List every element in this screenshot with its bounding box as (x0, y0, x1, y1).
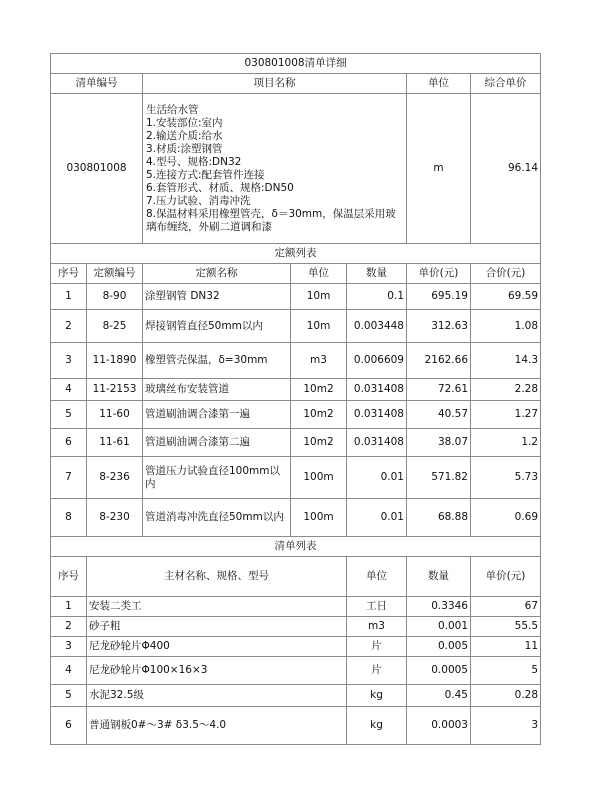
material-no: 2 (51, 617, 87, 637)
material-qty: 0.001 (407, 617, 471, 637)
quota-price: 72.61 (407, 379, 471, 401)
quota-no: 7 (51, 457, 87, 499)
quota-row (51, 429, 541, 457)
quota-code: 8-25 (87, 310, 143, 343)
quota-name: 焊接钢管直径50mm以内 (143, 310, 291, 343)
quota-total: 69.59 (471, 284, 541, 310)
quota-total: 14.3 (471, 343, 541, 379)
material-price: 11 (471, 637, 541, 657)
quota-qty: 0.031408 (347, 379, 407, 401)
quota-no: 2 (51, 310, 87, 343)
material-col-unit: 单位 (347, 557, 407, 597)
quota-qty: 0.031408 (347, 429, 407, 457)
quota-code: 11-61 (87, 429, 143, 457)
quota-price: 68.88 (407, 499, 471, 537)
material-row (51, 617, 541, 637)
quota-row (51, 379, 541, 401)
quota-no: 8 (51, 499, 87, 537)
quota-code: 11-1890 (87, 343, 143, 379)
item-price: 96.14 (471, 94, 541, 244)
quota-name: 管道刷油调合漆第一遍 (143, 401, 291, 429)
quota-unit: 100m (291, 457, 347, 499)
material-qty: 0.0005 (407, 657, 471, 685)
material-no: 5 (51, 685, 87, 707)
quota-name: 管道压力试验直径100mm以内 (143, 457, 291, 499)
quota-name: 玻璃丝布安装管道 (143, 379, 291, 401)
material-row (51, 685, 541, 707)
material-section-title: 清单列表 (51, 537, 541, 557)
quota-qty: 0.003448 (347, 310, 407, 343)
material-row (51, 597, 541, 617)
material-name: 尼龙砂轮片Φ100×16×3 (87, 657, 347, 685)
material-row (51, 637, 541, 657)
name-header: 项目名称 (143, 74, 407, 94)
quota-header-row (51, 264, 541, 284)
quota-qty: 0.1 (347, 284, 407, 310)
item-row (51, 94, 541, 244)
quota-no: 3 (51, 343, 87, 379)
material-unit: 片 (347, 657, 407, 685)
material-header-row (51, 557, 541, 597)
quota-unit: 100m (291, 499, 347, 537)
quota-row (51, 310, 541, 343)
material-col-no: 序号 (51, 557, 87, 597)
quota-price: 571.82 (407, 457, 471, 499)
quota-price: 2162.66 (407, 343, 471, 379)
quota-col-price: 单价(元) (407, 264, 471, 284)
material-name: 安装二类工 (87, 597, 347, 617)
table-title: 030801008清单详细 (51, 54, 541, 74)
quota-total: 5.73 (471, 457, 541, 499)
material-name: 砂子粗 (87, 617, 347, 637)
material-col-qty: 数量 (407, 557, 471, 597)
quota-price: 38.07 (407, 429, 471, 457)
quota-no: 6 (51, 429, 87, 457)
quota-name: 管道刷油调合漆第二遍 (143, 429, 291, 457)
quota-unit: 10m2 (291, 429, 347, 457)
material-price: 67 (471, 597, 541, 617)
item-description: 生活给水管 1.安装部位:室内 2.输送介质:给水 3.材质:涂塑钢管 4.型号、规格:DN32 5.连接方式:配套管件连接 6.套管形式、材质、规格:DN50 7.压力试验、消毒冲洗 8.保温材料采用橡塑管壳，δ＝30mm，保温层采用玻璃布缠绕，外刷二道调和漆 (143, 94, 407, 244)
item-code: 030801008 (51, 94, 143, 244)
quota-section-title: 定额列表 (51, 244, 541, 264)
material-unit: 工日 (347, 597, 407, 617)
quota-name: 橡塑管壳保温，δ=30mm (143, 343, 291, 379)
quota-col-no: 序号 (51, 264, 87, 284)
material-name: 普通钢板0#～3# δ3.5～4.0 (87, 707, 347, 745)
header-row (51, 74, 541, 94)
quota-code: 11-60 (87, 401, 143, 429)
quota-price: 312.63 (407, 310, 471, 343)
material-unit: kg (347, 707, 407, 745)
quota-qty: 0.01 (347, 457, 407, 499)
quota-row (51, 499, 541, 537)
material-name: 尼龙砂轮片Φ400 (87, 637, 347, 657)
quota-name: 涂塑钢管 DN32 (143, 284, 291, 310)
quota-no: 5 (51, 401, 87, 429)
quota-total: 1.08 (471, 310, 541, 343)
quota-unit: 10m2 (291, 401, 347, 429)
quota-code: 8-90 (87, 284, 143, 310)
quota-code: 8-230 (87, 499, 143, 537)
item-unit: m (407, 94, 471, 244)
quota-price: 40.57 (407, 401, 471, 429)
quota-total: 1.2 (471, 429, 541, 457)
quota-code: 11-2153 (87, 379, 143, 401)
quota-total: 1.27 (471, 401, 541, 429)
quota-row (51, 343, 541, 379)
quota-name: 管道消毒冲洗直径50mm以内 (143, 499, 291, 537)
material-price: 0.28 (471, 685, 541, 707)
quota-price: 695.19 (407, 284, 471, 310)
quota-col-total: 合价(元) (471, 264, 541, 284)
material-no: 3 (51, 637, 87, 657)
bill-detail-table (50, 53, 541, 745)
quota-total: 0.69 (471, 499, 541, 537)
quota-row (51, 457, 541, 499)
material-qty: 0.3346 (407, 597, 471, 617)
quota-no: 4 (51, 379, 87, 401)
material-unit: m3 (347, 617, 407, 637)
quota-unit: 10m2 (291, 379, 347, 401)
quota-col-unit: 单位 (291, 264, 347, 284)
quota-unit: 10m (291, 310, 347, 343)
quota-qty: 0.01 (347, 499, 407, 537)
material-col-name: 主材名称、规格、型号 (87, 557, 347, 597)
material-price: 55.5 (471, 617, 541, 637)
material-row (51, 707, 541, 745)
material-price: 5 (471, 657, 541, 685)
material-name: 水泥32.5级 (87, 685, 347, 707)
material-unit: kg (347, 685, 407, 707)
quota-total: 2.28 (471, 379, 541, 401)
material-no: 1 (51, 597, 87, 617)
material-no: 4 (51, 657, 87, 685)
quota-row (51, 401, 541, 429)
material-qty: 0.0003 (407, 707, 471, 745)
material-col-price: 单价(元) (471, 557, 541, 597)
price-header: 综合单价 (471, 74, 541, 94)
material-qty: 0.005 (407, 637, 471, 657)
code-header: 清单编号 (51, 74, 143, 94)
quota-qty: 0.006609 (347, 343, 407, 379)
unit-header: 单位 (407, 74, 471, 94)
material-unit: 片 (347, 637, 407, 657)
material-no: 6 (51, 707, 87, 745)
material-qty: 0.45 (407, 685, 471, 707)
quota-col-name: 定额名称 (143, 264, 291, 284)
material-row (51, 657, 541, 685)
quota-unit: m3 (291, 343, 347, 379)
quota-col-code: 定额编号 (87, 264, 143, 284)
material-price: 3 (471, 707, 541, 745)
quota-no: 1 (51, 284, 87, 310)
quota-unit: 10m (291, 284, 347, 310)
quota-qty: 0.031408 (347, 401, 407, 429)
quota-row (51, 284, 541, 310)
quota-code: 8-236 (87, 457, 143, 499)
quota-col-qty: 数量 (347, 264, 407, 284)
